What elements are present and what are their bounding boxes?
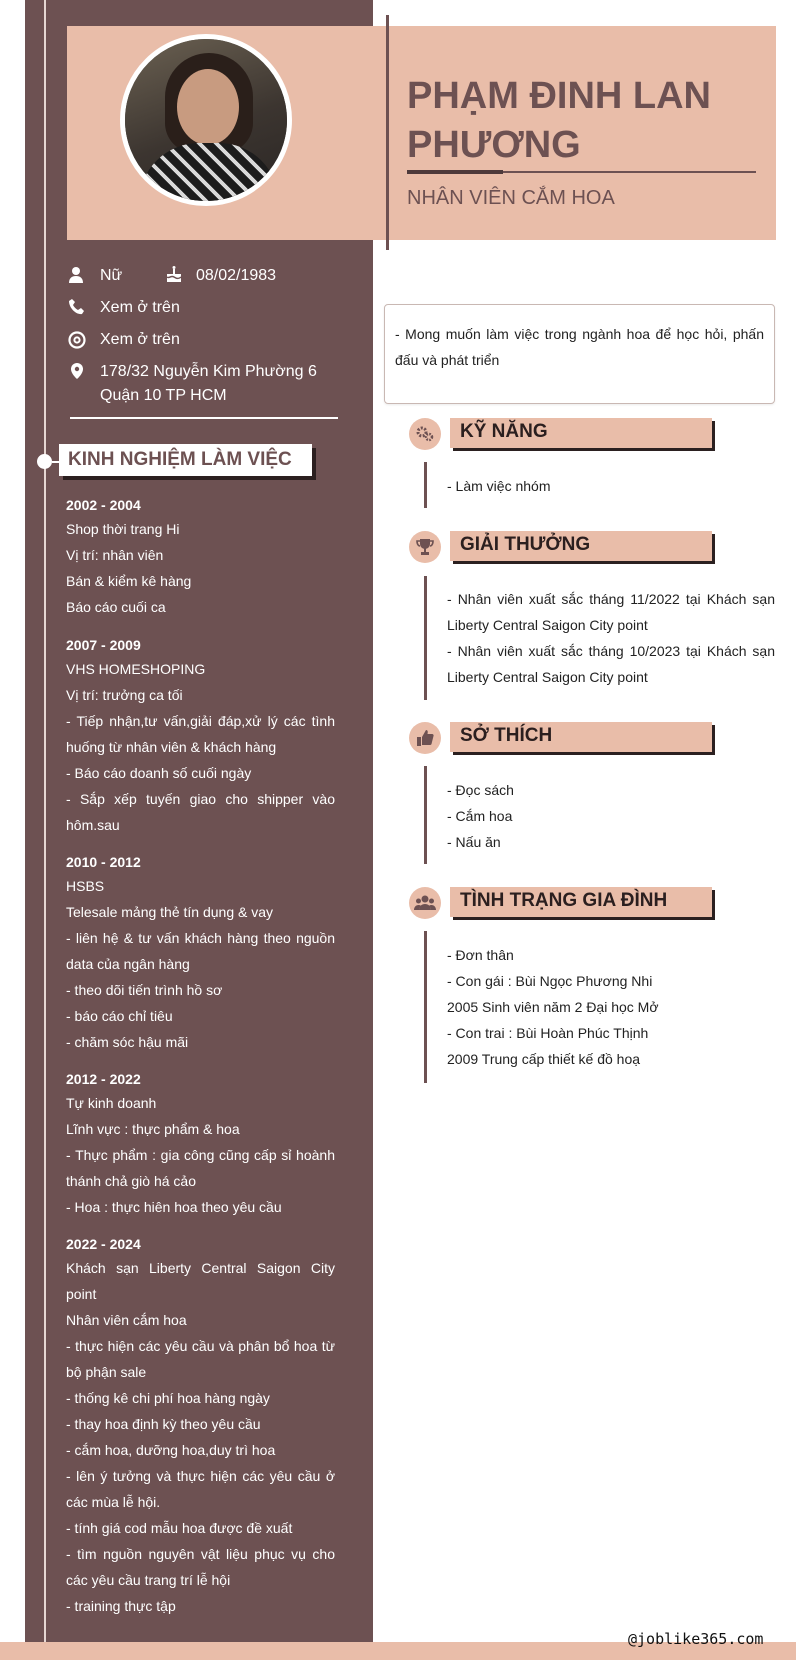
experience-line: Vị trí: trưởng ca tối bbox=[66, 687, 183, 703]
experience-line: - báo cáo chỉ tiêu bbox=[66, 1008, 173, 1024]
career-objective: - Mong muốn làm việc trong ngành hoa để học hỏi, phấn đấu và phát triển bbox=[384, 304, 775, 404]
experience-period: 2022 - 2024 bbox=[66, 1236, 141, 1252]
experience-line: - liên hệ & tư vấn khách hàng theo nguồn data của ngân hàng bbox=[66, 930, 335, 972]
candidate-name: PHẠM ĐINH LAN PHƯƠNG bbox=[407, 75, 711, 166]
experience-line: - thay hoa định kỳ theo yêu cầu bbox=[66, 1416, 261, 1432]
experience-line: Vị trí: nhân viên bbox=[66, 547, 164, 563]
skill-item: - Làm việc nhóm bbox=[447, 478, 551, 494]
experience-line: - tính giá cod mẫu hoa được đề xuất bbox=[66, 1520, 293, 1536]
trophy-icon bbox=[409, 531, 441, 563]
skills-list bbox=[447, 473, 775, 499]
at-email-icon bbox=[68, 331, 86, 349]
skills-title: KỸ NĂNG bbox=[460, 421, 548, 442]
awards-list bbox=[447, 586, 775, 690]
hobby-item: - Cắm hoa bbox=[447, 808, 513, 824]
address-line-2: Quận 10 TP HCM bbox=[100, 387, 227, 404]
family-line bbox=[424, 931, 427, 1083]
family-title: TÌNH TRẠNG GIA ĐÌNH bbox=[460, 890, 668, 911]
location-pin-icon bbox=[68, 362, 86, 380]
experience-line: - Thực phẩm : gia công cũng cấp sỉ hoành thánh chả giò há cảo bbox=[66, 1147, 335, 1189]
email: Xem ở trên bbox=[100, 331, 180, 348]
experience-entry bbox=[66, 494, 335, 620]
sidebar-guide-line bbox=[44, 0, 46, 1660]
experience-line: Bán & kiểm kê hàng bbox=[66, 573, 192, 589]
birthday-cake-icon bbox=[165, 265, 183, 283]
awards-title: GIẢI THƯỞNG bbox=[460, 534, 591, 555]
hobby-item: - Nấu ăn bbox=[447, 834, 501, 850]
experience-line: - thống kê chi phí hoa hàng ngày bbox=[66, 1390, 270, 1406]
experience-period: 2012 - 2022 bbox=[66, 1071, 141, 1087]
skills-line bbox=[424, 462, 427, 508]
experience-line: Lĩnh vực : thực phẩm & hoa bbox=[66, 1121, 240, 1137]
experience-line: - Báo cáo doanh số cuối ngày bbox=[66, 765, 252, 781]
experience-line: VHS HOMESHOPING bbox=[66, 661, 206, 677]
hobby-item: - Đọc sách bbox=[447, 782, 514, 798]
hobbies-line bbox=[424, 766, 427, 864]
experience-period: 2002 - 2004 bbox=[66, 497, 141, 513]
contact-divider bbox=[70, 417, 338, 419]
experience-line: - lên ý tưởng và thực hiện các yêu cầu ở các mùa lễ hội. bbox=[66, 1468, 335, 1510]
experience-line: Shop thời trang Hi bbox=[66, 521, 180, 537]
experience-line: Tự kinh doanh bbox=[66, 1095, 157, 1111]
name-underline-accent bbox=[407, 170, 503, 174]
job-title: NHÂN VIÊN CẮM HOA bbox=[407, 187, 615, 209]
award-item: - Nhân viên xuất sắc tháng 10/2023 tại Khách sạn Liberty Central Saigon City point bbox=[447, 643, 775, 685]
experience-line: - Sắp xếp tuyến giao cho shipper vào hôm.sau bbox=[66, 791, 335, 833]
phone: Xem ở trên bbox=[100, 299, 180, 316]
experience-line: - theo dõi tiến trình hồ sơ bbox=[66, 982, 223, 998]
birthday: 08/02/1983 bbox=[196, 267, 277, 284]
family-list bbox=[447, 942, 775, 1072]
experience-line: HSBS bbox=[66, 878, 105, 894]
experience-line: Khách sạn Liberty Central Saigon City point bbox=[66, 1260, 335, 1302]
users-icon bbox=[409, 887, 441, 919]
watermark: @joblike365.com bbox=[628, 1630, 764, 1648]
experience-entry bbox=[66, 1233, 335, 1619]
experience-line: Nhân viên cắm hoa bbox=[66, 1312, 187, 1328]
experience-line: - cắm hoa, dưỡng hoa,duy trì hoa bbox=[66, 1442, 276, 1458]
experience-line: - chăm sóc hậu mãi bbox=[66, 1034, 189, 1050]
address-line-1: 178/32 Nguyễn Kim Phường 6 bbox=[100, 363, 317, 380]
thumbs-up-icon bbox=[409, 722, 441, 754]
award-item: - Nhân viên xuất sắc tháng 11/2022 tại Khách sạn Liberty Central Saigon City point bbox=[447, 591, 775, 633]
family-item: - Đơn thân bbox=[447, 947, 514, 963]
experience-line: - Tiếp nhận,tư vấn,giải đáp,xử lý các tình huống từ nhân viên & khách hàng bbox=[66, 713, 335, 755]
gears-icon bbox=[409, 418, 441, 450]
experience-line: - tìm nguồn nguyên vật liệu phục vụ cho các yêu cầu trang trí lễ hội bbox=[66, 1546, 335, 1588]
experience-title: KINH NGHIỆM LÀM VIỆC bbox=[68, 449, 292, 470]
experience-period: 2010 - 2012 bbox=[66, 854, 141, 870]
experience-entry bbox=[66, 851, 335, 1055]
family-item: - Con trai : Bùi Hoàn Phúc Thịnh bbox=[447, 1025, 649, 1041]
family-item: - Con gái : Bùi Ngọc Phương Nhi bbox=[447, 973, 653, 989]
family-item: 2005 Sinh viên năm 2 Đại học Mở bbox=[447, 999, 659, 1015]
header-divider bbox=[386, 15, 389, 250]
family-item: 2009 Trung cấp thiết kế đồ hoạ bbox=[447, 1051, 641, 1067]
experience-line: - training thực tập bbox=[66, 1598, 176, 1614]
avatar bbox=[120, 34, 292, 206]
hobbies-list bbox=[447, 777, 775, 855]
experience-line: - thực hiện các yêu cầu và phân bổ hoa từ bộ phận sale bbox=[66, 1338, 335, 1380]
user-icon bbox=[67, 266, 85, 284]
phone-icon bbox=[68, 298, 86, 316]
experience-entry bbox=[66, 1068, 335, 1220]
hobbies-title: SỞ THÍCH bbox=[460, 725, 553, 746]
experience-period: 2007 - 2009 bbox=[66, 637, 141, 653]
experience-line: - Hoa : thực hiên hoa theo yêu cầu bbox=[66, 1199, 282, 1215]
experience-line: Báo cáo cuối ca bbox=[66, 599, 166, 615]
gender: Nữ bbox=[100, 267, 123, 284]
experience-line: Telesale mảng thẻ tín dụng & vay bbox=[66, 904, 274, 920]
experience-entry bbox=[66, 634, 335, 838]
timeline-dot bbox=[37, 454, 52, 469]
awards-line bbox=[424, 576, 427, 700]
